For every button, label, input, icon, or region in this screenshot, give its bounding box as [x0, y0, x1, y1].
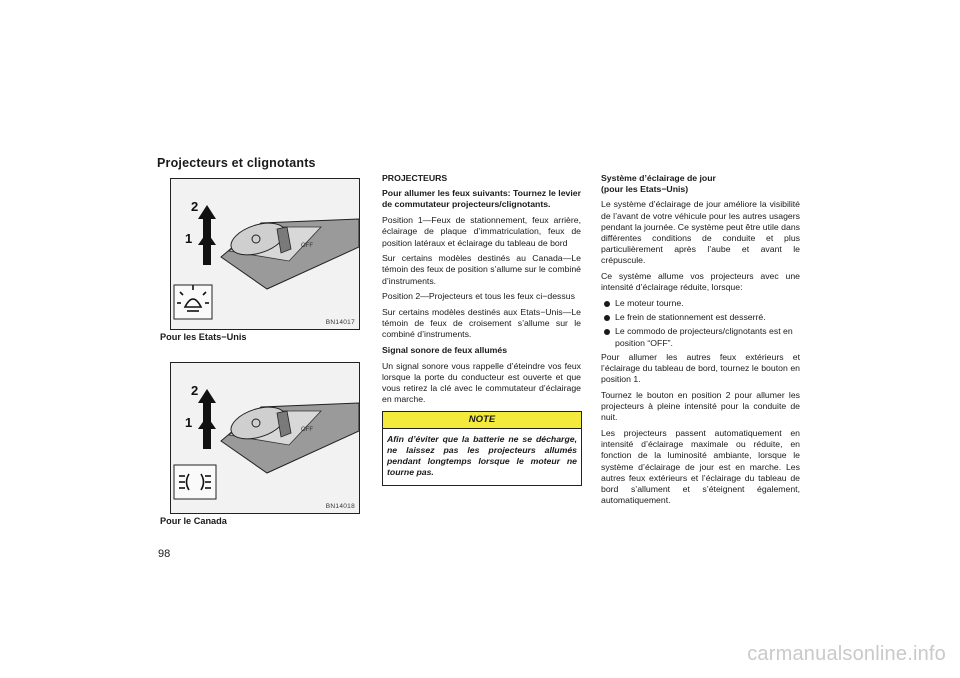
note-text: Afin d’éviter que la batterie ne se décharge, ne laissez pas les projecteurs allumés pendant longtemps lorsque le moteur ne tourne pas. [387, 433, 577, 478]
watermark: carmanualsonline.info [747, 643, 946, 665]
drl-heading [601, 173, 800, 195]
bullet-icon [604, 301, 610, 307]
paragraph: Les projecteurs passent automatiquement en intensité d’éclairage maximale ou réduite, en fonction de la luminosité ambiante, lorsque le système d’éclairage de jour est en marche. Les autres feux extérieurs et l’éclairage du tableau de bord s’allument et s’éteignent également, automatiquement. [601, 428, 800, 506]
page-number: 98 [158, 548, 171, 560]
list-item: Le frein de stationnement est desserré. [601, 312, 800, 323]
paragraph: Position 2—Projecteurs et tous les feux ci−dessus [382, 291, 575, 302]
paragraph: Sur certains modèles destinés aux Etats−Unis—Le témoin de feux de croisement s’allume sur le combiné d’instruments. [382, 307, 581, 340]
bullet-icon [604, 329, 610, 335]
list-item: Le moteur tourne. [601, 298, 800, 309]
drl-heading-line2: (pour les Etats−Unis) [601, 184, 689, 195]
svg-text:OFF: OFF [301, 243, 313, 249]
note-title: NOTE [383, 412, 581, 429]
headlight-switch-illustration [171, 363, 359, 513]
svg-text:OFF: OFF [301, 427, 313, 433]
figure-canada [170, 362, 360, 514]
section-title: Projecteurs et clignotants [157, 156, 316, 170]
bullet-icon [604, 315, 610, 321]
paragraph: Position 1—Feux de stationnement, feux arrière, éclairage de plaque d’immatriculation, feux de position latéraux et éclairage du tableau de bord [382, 215, 581, 248]
column-headlights [382, 173, 581, 486]
note-box [382, 411, 582, 486]
paragraph: Le système d’éclairage de jour améliore la visibilité de l’avant de votre véhicule pour les autres usagers pendant la journée. Ce système peut être utile dans différentes conditions de conduite et plus particulièrement après l’aube et avant le crépuscule. [601, 199, 800, 266]
figure-caption-usa: Pour les Etats−Unis [160, 332, 247, 342]
paragraph: Pour allumer les autres feux extérieurs et l’éclairage du tableau de bord, tournez le bouton en position 1. [601, 351, 800, 385]
position-2-label: 2 [191, 199, 199, 214]
column-daytime-running-lights [601, 173, 800, 511]
paragraph: Sur certains modèles destinés au Canada—Le témoin des feux de position s’allume sur le combiné d’instruments. [382, 253, 581, 286]
position-1-label: 1 [185, 231, 193, 246]
position-2-label: 2 [191, 383, 199, 398]
headlight-switch-illustration [171, 179, 359, 329]
figure-code: BN14018 [325, 503, 355, 510]
paragraph: Tournez le bouton en position 2 pour allumer les projecteurs à pleine intensité pour la conduite de nuit. [601, 389, 800, 423]
reminder-subheading: Signal sonore de feux allumés [382, 345, 508, 356]
figure-caption-canada: Pour le Canada [160, 516, 227, 526]
figure-code: BN14017 [325, 319, 355, 326]
paragraph: Ce système allume vos projecteurs avec une intensité d’éclairage réduite, lorsque: [601, 271, 800, 293]
headlights-heading: PROJECTEURS [382, 173, 448, 183]
figure-usa [170, 178, 360, 330]
drl-heading-line1: Système d’éclairage de jour [601, 173, 716, 183]
headlights-intro: Pour allumer les feux suivants: Tournez le levier de commutateur projecteurs/clignotants. [382, 188, 581, 210]
position-1-label: 1 [185, 415, 193, 430]
list-item: Le commodo de projecteurs/clignotants est en position “OFF”. [601, 326, 800, 348]
paragraph: Un signal sonore vous rappelle d’éteindre vos feux lorsque la porte du conducteur est ouverte et que vous retirez la clé avec le commutateur d’éclairage en marche. [382, 360, 581, 405]
